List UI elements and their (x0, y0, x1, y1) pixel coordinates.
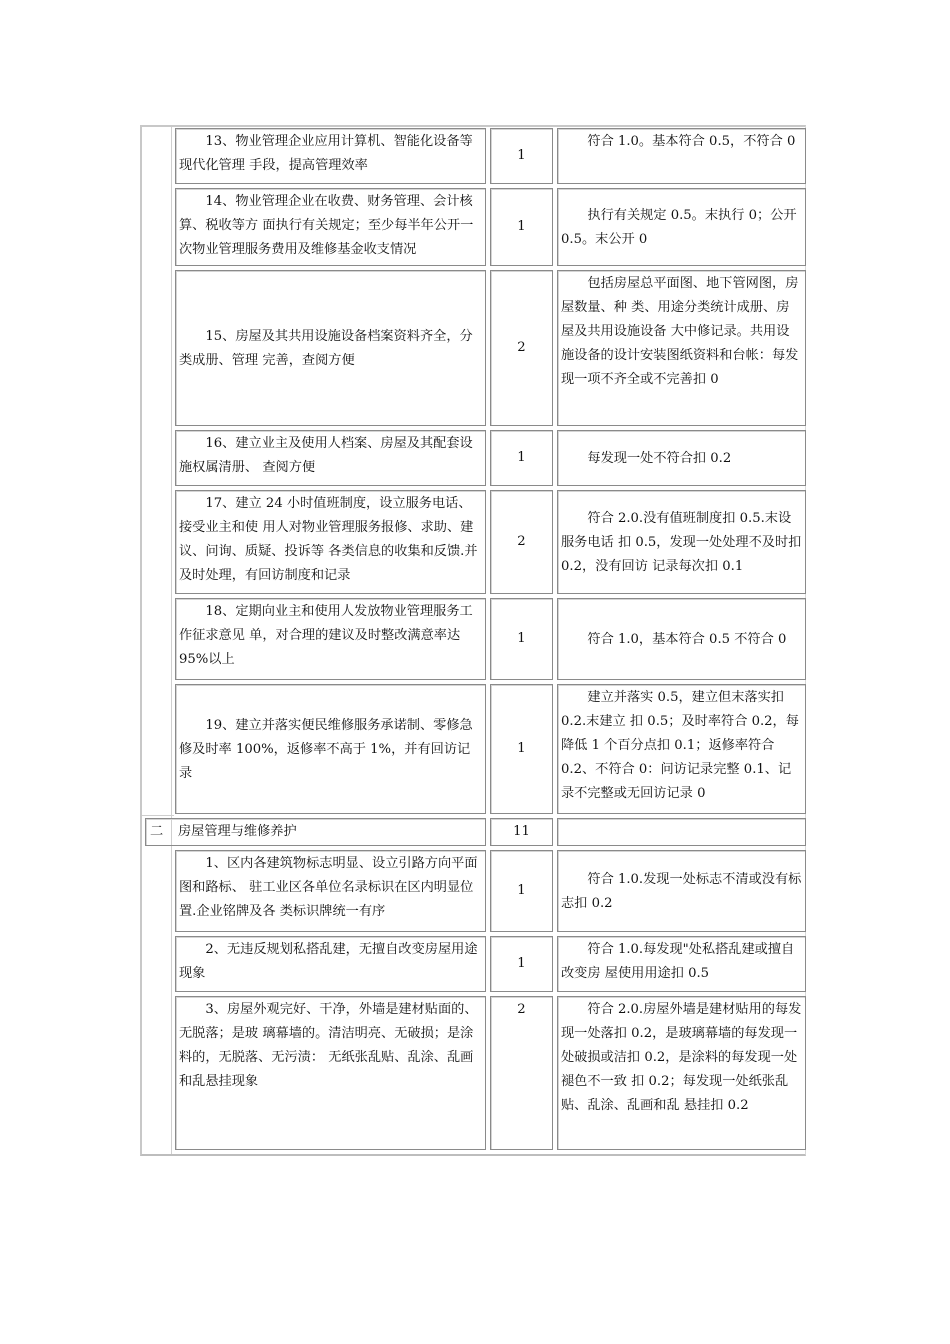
item-cell: 14、物业管理企业在收费、财务管理、会计核算、税收等方 面执行有关规定；至少每半年公开一次物业管理服务费用及维修基金收支情况 (175, 188, 486, 266)
standard-cell (557, 430, 806, 486)
score-cell (490, 430, 553, 486)
standard-cell: 符合 1.0.每发现"处私搭乱建或擅自改变房 屋使用用途扣 0.5 (557, 936, 806, 992)
score-cell (490, 490, 553, 594)
table-row (175, 430, 806, 486)
table-row (175, 684, 806, 814)
score-cell (490, 996, 553, 1150)
item-cell: 3、房屋外观完好、干净，外墙是建材贴面的、无脱落；是玻 璃幕墙的。清洁明亮、无破损；是涂料的，无脱落、无污渍： 无纸张乱贴、乱涂、乱画和乱悬挂现象 (175, 996, 486, 1150)
score-cell (490, 188, 553, 266)
score-value: 1 (517, 450, 526, 465)
table-row (175, 996, 806, 1150)
left-margin-column (142, 127, 172, 1154)
item-cell: 1、区内各建筑物标志明显、设立引路方向平面图和路标、 驻工业区各单位名录标识在区内明显位置.企业铭牌及各 类标识牌统一有序 (175, 850, 486, 932)
item-cell: 18、定期向业主和使用人发放物业管理服务工作征求意见 单，对合理的建议及时整改满意率达 95%以上 (175, 598, 486, 680)
item-text: 19、建立并落实便民维修服务承诺制、零修急修及时率 100%，返修率不高于 1%，并有回访记录 (179, 717, 473, 781)
table-row (175, 128, 806, 184)
standard-text: 符合 2.0.没有值班制度扣 0.5.末设服务电话 扣 0.5，发现一处处理不及时扣 0.2，没有回访 记录每次扣 0.1 (561, 510, 802, 574)
score-cell (490, 936, 553, 992)
section-score: 11 (513, 824, 530, 839)
standard-cell: 符合 1.0。基本符合 0.5，不符合 0 (557, 128, 806, 184)
standard-text: 符合 1.0.发现一处标志不清或没有标志扣 0.2 (561, 871, 802, 911)
score-cell (490, 270, 553, 426)
table-row (175, 850, 806, 932)
score-value: 2 (517, 340, 526, 355)
standard-text: 符合 1.0，基本符合 0.5 不符合 0 (587, 631, 787, 647)
left-column-divider (142, 815, 174, 816)
table-row (175, 598, 806, 680)
score-cell (490, 850, 553, 932)
section-row (150, 818, 806, 846)
standard-text: 每发现一处不符合扣 0.2 (587, 450, 732, 466)
item-cell: 2、无违反规划私搭乱建，无擅自改变房屋用途现象 (175, 936, 486, 992)
section-number: 二 (150, 824, 164, 839)
standard-cell: 建立并落实 0.5，建立但末落实扣 0.2.末建立 扣 0.5；及时率符合 0.2，每降低 1 个百分点扣 0.1；返修率符合 0.2、不符合 0：问访记录完整 0.1、记录不完整或无回访记录 0 (557, 684, 806, 814)
item-cell: 13、物业管理企业应用计算机、智能化设备等现代化管理 手段，提高管理效率 (175, 128, 486, 184)
standard-cell (557, 188, 806, 266)
score-value: 2 (517, 534, 526, 549)
standard-cell (557, 598, 806, 680)
score-value: 1 (517, 631, 526, 646)
standard-cell: 包括房屋总平面图、地下管网图，房屋数量、种 类、用途分类统计成册、房屋及共用设施设备 大中修记录。共用设施设备的设计安装图纸资料和台帐：每发现一项不齐全或不完善扣 0 (557, 270, 806, 426)
score-cell (490, 684, 553, 814)
item-cell: 17、建立 24 小时值班制度，设立服务电话、接受业主和使 用人对物业管理服务报修、求助、建议、问询、质疑、投诉等 各类信息的收集和反馈.并及时处理，有回访制度和记录 (175, 490, 486, 594)
table-row (175, 270, 806, 426)
section-standard-cell (557, 818, 806, 846)
item-cell (175, 684, 486, 814)
score-value: 2 (517, 1002, 526, 1017)
standard-cell: 符合 2.0.房屋外墙是建材贴用的每发现一处落扣 0.2，是玻璃幕墙的每发现一处破损或洁扣 0.2，是涂料的每发现一处褪色不一致 扣 0.2；每发现一处纸张乱贴、乱涂、乱画和乱 悬挂扣 0.2 (557, 996, 806, 1150)
item-cell (175, 270, 486, 426)
standard-cell (557, 850, 806, 932)
score-value: 1 (517, 148, 526, 163)
score-value: 1 (517, 741, 526, 756)
table-row (175, 188, 806, 266)
section-score-cell (490, 818, 553, 846)
table-row (175, 490, 806, 594)
item-text: 15、房屋及其共用设施设备档案资料齐全，分类成册、管理 完善，查阅方便 (179, 328, 473, 368)
score-value: 1 (517, 219, 526, 234)
section-title: 房屋管理与维修养护 (178, 824, 297, 839)
standard-text: 执行有关规定 0.5。末执行 0；公开 0.5。末公开 0 (561, 207, 797, 247)
score-cell (490, 128, 553, 184)
table-row (175, 936, 806, 992)
score-cell (490, 598, 553, 680)
standard-cell (557, 490, 806, 594)
score-value: 1 (517, 883, 526, 898)
section-title-cell (145, 818, 486, 846)
item-cell: 16、建立业主及使用人档案、房屋及其配套设施权属清册、 查阅方便 (175, 430, 486, 486)
score-value: 1 (517, 956, 526, 971)
